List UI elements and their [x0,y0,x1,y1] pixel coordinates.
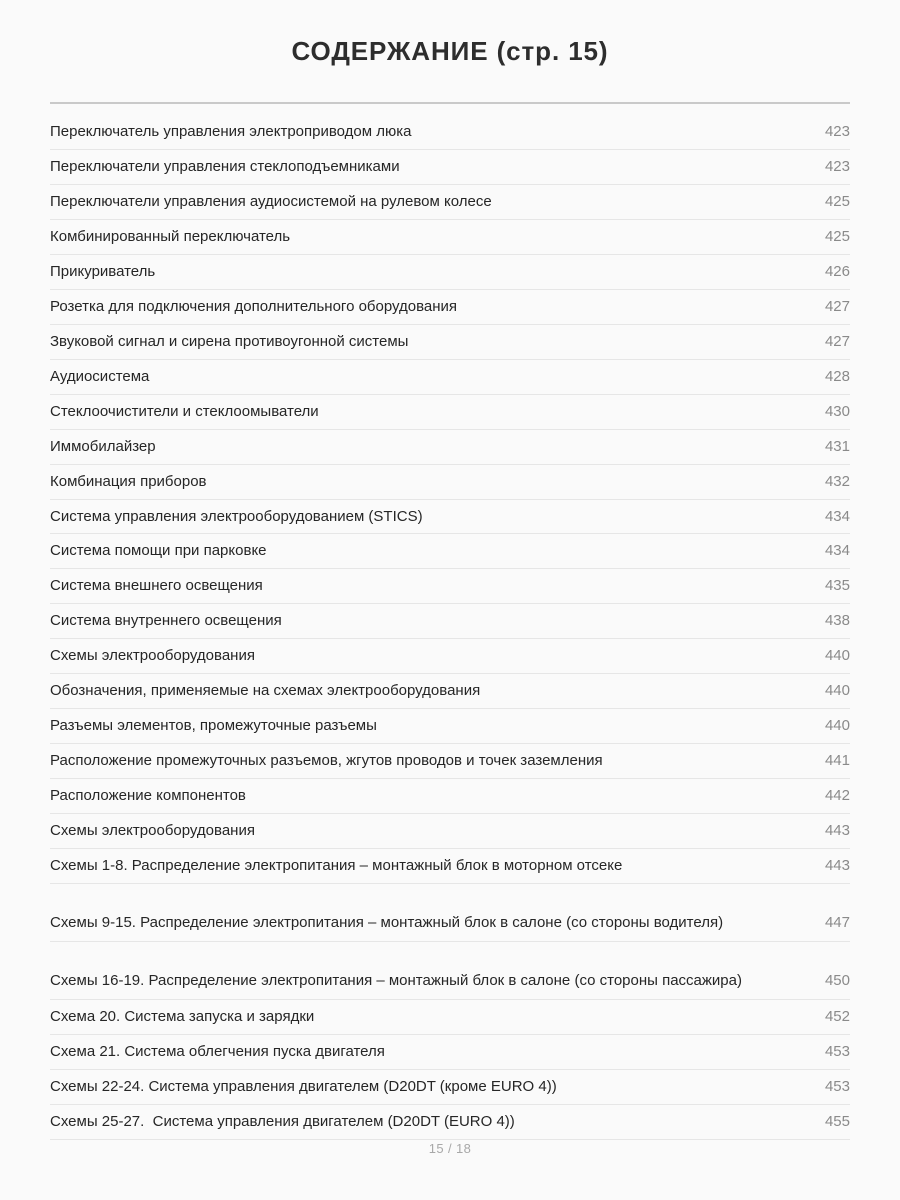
toc-entry-title: Система управления электрооборудованием (STICS) [50,507,423,525]
toc-row[interactable] [50,744,850,779]
toc-entry-page-number: 455 [824,1112,850,1130]
toc-entry-title: Схемы 25-27. Система управления двигателем (D20DT (EURO 4)) [50,1112,515,1130]
toc-entry-page-number: 440 [824,682,850,700]
toc-row[interactable] [50,465,850,500]
toc-entry-page-number: 452 [824,1007,850,1025]
toc-entry-title: Звуковой сигнал и сирена противоугонной системы [50,332,409,350]
toc-row[interactable] [50,115,850,150]
toc-row[interactable] [50,709,850,744]
toc-entry-page-number: 426 [824,262,850,280]
toc-entry-page-number: 442 [824,787,850,804]
toc-entry-page-number: 440 [824,717,850,735]
toc-entry-page-number: 427 [824,332,850,350]
toc-row[interactable] [50,814,850,849]
toc-row[interactable] [50,569,850,604]
toc-entry-title: Расположение промежуточных разъемов, жгутов проводов и точек заземления [50,752,603,770]
toc-entry-page-number: 435 [824,577,850,595]
toc-row[interactable] [50,220,850,255]
toc-row[interactable] [50,500,850,535]
toc-entry-title: Система внутреннего освещения [50,612,282,630]
toc-row[interactable] [50,1035,850,1070]
toc-entry-title: Разъемы элементов, промежуточные разъемы [50,717,377,735]
toc-entry-title: Система внешнего освещения [50,577,263,595]
toc-entry-page-number: 434 [824,542,850,560]
toc-entry-page-number: 427 [824,297,850,315]
toc-entry-title: Комбинированный переключатель [50,228,291,245]
toc-entry-title: Розетка для подключения дополнительного оборудования [50,297,458,315]
toc-entry-page-number: 432 [824,472,850,490]
toc-entry-title: Переключатели управления аудиосистемой на рулевом колесе [50,193,492,211]
toc-entry-title: Схемы 22-24. Система управления двигателем (D20DT (кроме EURO 4)) [50,1077,557,1095]
toc-entry-page-number: 423 [824,158,850,176]
toc-entry-page-number: 453 [824,1077,850,1095]
toc-row[interactable] [50,942,850,1000]
toc-row[interactable] [50,1105,850,1140]
footer-page-indicator: 15 / 18 [428,1141,472,1156]
toc-entry-title: Комбинация приборов [50,472,207,490]
document-header [0,0,900,104]
toc-row[interactable] [50,1070,850,1105]
page-title: СОДЕРЖАНИЕ (стр. 15) [291,36,609,66]
toc-entry-title: Система помощи при парковке [50,542,267,560]
toc-row[interactable] [50,360,850,395]
toc-entry-page-number: 423 [824,123,850,141]
toc-entry-title: Схема 20. Система запуска и зарядки [50,1007,315,1025]
document-footer [0,1140,900,1158]
toc-entry-title: Схемы 16-19. Распределение электропитания – монтажный блок в салоне (со стороны пассажира) [50,971,742,989]
toc-row[interactable] [50,430,850,465]
toc-entry-page-number: 425 [824,193,850,211]
toc-row[interactable] [50,395,850,430]
toc-row[interactable] [50,185,850,220]
toc-row[interactable] [50,255,850,290]
toc-entry-page-number: 428 [824,367,850,385]
toc-row[interactable] [50,150,850,185]
toc-entry-title: Схемы электрооборудования [50,821,255,839]
toc-entry-page-number: 431 [824,437,850,455]
toc-entry-title: Схема 21. Система облегчения пуска двигателя [50,1042,385,1060]
toc-entry-title: Обозначения, применяемые на схемах электрооборудования [50,682,481,700]
toc-entry-page-number: 453 [824,1042,850,1060]
toc-entry-page-number: 450 [824,971,850,989]
toc-row[interactable] [50,325,850,360]
toc-entry-page-number: 443 [824,856,850,874]
toc-entry-title: Аудиосистема [50,367,150,385]
toc-entry-page-number: 440 [824,647,850,665]
toc-row[interactable] [50,534,850,569]
toc-row[interactable] [50,604,850,639]
toc-entry-title: Схемы 1-8. Распределение электропитания – монтажный блок в моторном отсеке [50,856,623,874]
toc-entry-page-number: 441 [824,752,850,770]
toc-entry-title: Стеклоочистители и стеклоомыватели [50,402,319,420]
toc-entry-page-number: 430 [824,402,850,420]
toc-row[interactable] [50,779,850,814]
toc-row[interactable] [50,290,850,325]
toc-row[interactable] [50,1000,850,1035]
toc-entry-title: Расположение компонентов [50,787,246,804]
toc-entry-page-number: 447 [824,913,850,931]
toc-entry-page-number: 438 [824,612,850,630]
toc-entry-title: Схемы 9-15. Распределение электропитания – монтажный блок в салоне (со стороны водителя) [50,913,724,931]
toc-entry-title: Иммобилайзер [50,437,156,455]
table-of-contents [50,104,850,1139]
toc-entry-title: Переключатели управления стеклоподъемниками [50,158,400,176]
toc-entry-page-number: 425 [824,228,850,245]
toc-entry-title: Схемы электрооборудования [50,647,255,665]
toc-row[interactable] [50,639,850,674]
toc-row[interactable] [50,674,850,709]
toc-row[interactable] [50,884,850,942]
toc-entry-title: Переключатель управления электроприводом люка [50,123,412,141]
toc-row[interactable] [50,849,850,884]
toc-entry-page-number: 443 [824,821,850,839]
toc-entry-page-number: 434 [824,507,850,525]
toc-entry-title: Прикуриватель [50,262,156,280]
